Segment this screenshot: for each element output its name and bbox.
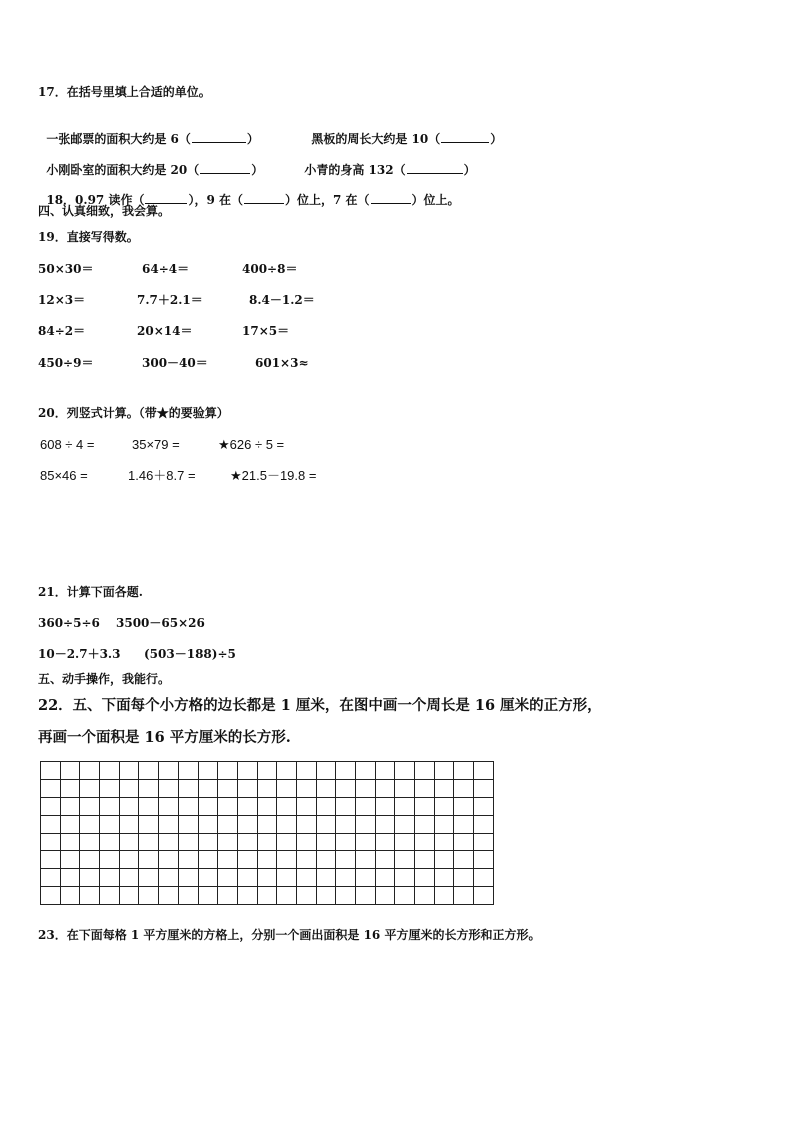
q20-item: 608 ÷ 4 = [40,437,95,452]
q20-title: 20．列竖式计算。（带★的要验算） [38,406,229,420]
q19-item: 12×3＝ [38,293,86,307]
q18-line: 18．0.97 读作（ ），9 在（ ）位上，7 在（ ）位上。 [46,193,460,207]
q20-item: 35×79 = [132,437,180,452]
q19-item: 64÷4＝ [142,262,190,276]
q19-item: 7.7＋2.1＝ [137,293,203,307]
q20-item: 1.46＋8.7 = [128,468,196,483]
grid-row [41,797,494,815]
answer-blank[interactable] [192,131,246,143]
q19-item: 8.4－1.2＝ [249,293,315,307]
answer-blank[interactable] [441,131,489,143]
q19-item: 450÷9＝ [38,356,94,370]
grid-row [41,869,494,887]
q20-item: ★21.5－19.8 = [230,468,317,483]
q19-item: 20×14＝ [137,324,193,338]
section-5-heading: 五、动手操作，我能行。 [38,672,171,686]
answer-blank[interactable] [244,192,284,204]
answer-blank[interactable] [407,162,463,174]
q21-title: 21．计算下面各题. [38,585,143,599]
square-grid[interactable] [40,761,494,905]
grid-row [41,833,494,851]
q19-item: 84÷2＝ [38,324,86,338]
q21-item: 360÷5÷6 [38,616,100,630]
grid-row [41,779,494,797]
q21-item: (503－188)÷5 [144,647,236,661]
grid-row [41,762,494,780]
q17-blackboard-text: 黑板的周长大约是 10（ [311,132,441,146]
q17-item-height: 小青的身高 132（ ） [304,163,476,177]
grid-row [41,851,494,869]
q17-item-stamp: 一张邮票的面积大约是 6（ ） [46,132,259,146]
q22-line-1: 22．五、下面每个小方格的边长都是 1 厘米，在图中画一个周长是 16 厘米的正方形， [38,697,602,714]
q20-item: 85×46 = [40,468,88,483]
q19-item: 601×3≈ [255,356,309,370]
q19-item: 300－40＝ [142,356,208,370]
q19-title: 19．直接写得数。 [38,230,139,244]
q17-height-text: 小青的身高 132（ [304,163,406,177]
q19-item: 50×30＝ [38,262,94,276]
q17-stamp-text: 一张邮票的面积大约是 6（ [46,132,191,146]
section-4-heading: 四、认真细致，我会算。 [38,204,171,218]
q17-item-blackboard: 黑板的周长大约是 10（ ） [311,132,503,146]
q17-title: 17．在括号里填上合适的单位。 [38,85,211,99]
q20-item: ★626 ÷ 5 = [218,437,285,452]
q21-item: 3500－65×26 [116,616,205,630]
q23-title: 23．在下面每格 1 平方厘米的方格上，分别一个画出面积是 16 平方厘米的长方形和正方形。 [38,928,541,942]
grid-row [41,887,494,905]
q17-bedroom-text: 小刚卧室的面积大约是 20（ [46,163,200,177]
q19-item: 400÷8＝ [242,262,298,276]
q21-item: 10－2.7＋3.3 [38,647,121,661]
q17-item-bedroom: 小刚卧室的面积大约是 20（ ） [46,163,264,177]
grid-row [41,815,494,833]
answer-blank[interactable] [371,192,411,204]
answer-blank[interactable] [200,162,250,174]
q19-item: 17×5＝ [242,324,290,338]
q22-line-2: 再画一个面积是 16 平方厘米的长方形. [38,729,291,746]
